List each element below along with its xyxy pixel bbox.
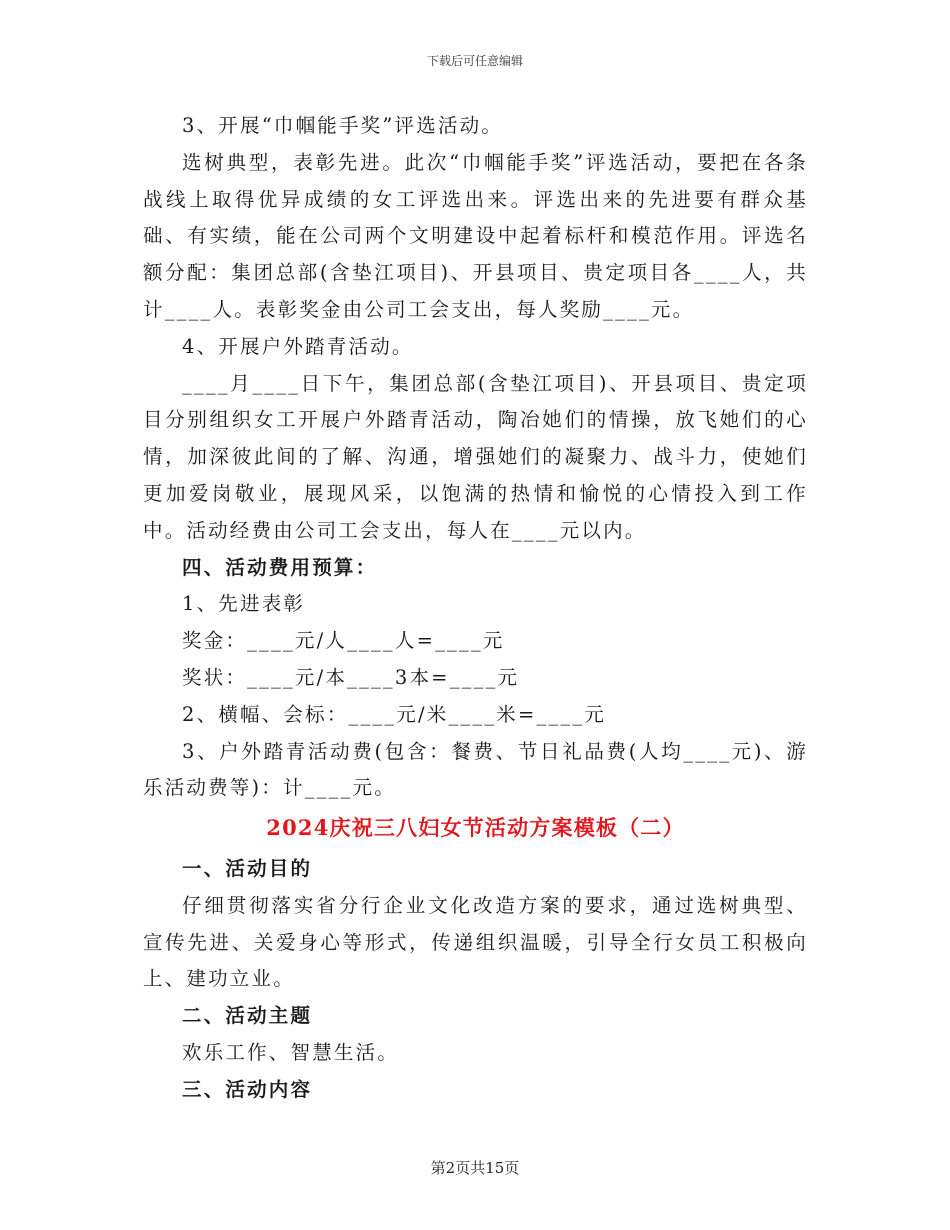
paragraph-certificate: 奖状：____元/本____3本=____元 xyxy=(182,665,520,689)
paragraph-item-3: 3、开展“巾帼能手奖”评选活动。 xyxy=(182,114,504,137)
document-body xyxy=(143,108,808,1109)
page-header: 下载后可任意编辑 xyxy=(426,54,523,68)
paragraph-item-4: 4、开展户外踏青活动。 xyxy=(182,334,414,358)
paragraph-bonus: 奖金：____元/人____人=____元 xyxy=(182,629,505,653)
paragraph-theme: 欢乐工作、智慧生活。 xyxy=(182,1040,400,1064)
document-title: 2024庆祝三八妇女节活动方案模板（二） xyxy=(266,815,685,841)
section-heading-budget: 四、活动费用预算： xyxy=(182,555,378,579)
section-heading-purpose: 一、活动目的 xyxy=(182,856,313,880)
paragraph-selection-details: 选树典型，表彰先进。此次“巾帼能手奖”评选活动，要把在各条战线上取得优异成绩的女工评选出来。评选出来的先进要有群众基础、有实绩，能在公司两个文明建设中起着标杆和模范作用。评选名额分配：集团总部(含垫江项目)、开县项目、贵定项目各____人，共计____人。表彰奖金由公司工会支出，每人奖励____元。 xyxy=(143,150,808,321)
page-footer: 第2页共15页 xyxy=(430,1159,520,1177)
paragraph-budget-1: 1、先进表彰 xyxy=(182,592,306,616)
section-heading-content: 三、活动内容 xyxy=(182,1077,313,1101)
paragraph-outing-cost: 3、户外踏青活动费(包含：餐费、节日礼品费(人均____元)、游乐活动费等)：计____元。 xyxy=(143,739,808,800)
section-heading-theme: 二、活动主题 xyxy=(182,1004,313,1028)
paragraph-outing-details: ____月____日下午，集团总部(含垫江项目)、开县项目、贵定项目分别组织女工开展户外踏青活动，陶冶她们的情操，放飞她们的心情，加深彼此间的了解、沟通，增强她们的凝聚力、战斗力，使她们更加爱岗敬业，展现风采，以饱满的热情和愉悦的心情投入到工作中。活动经费由公司工会支出，每人在____元以内。 xyxy=(143,371,808,542)
paragraph-purpose: 仔细贯彻落实省分行企业文化改造方案的要求，通过选树典型、宣传先进、关爱身心等形式，传递组织温暖，引导全行女员工积极向上、建功立业。 xyxy=(143,893,808,991)
paragraph-banner: 2、横幅、会标：____元/米____米=____元 xyxy=(182,702,607,726)
